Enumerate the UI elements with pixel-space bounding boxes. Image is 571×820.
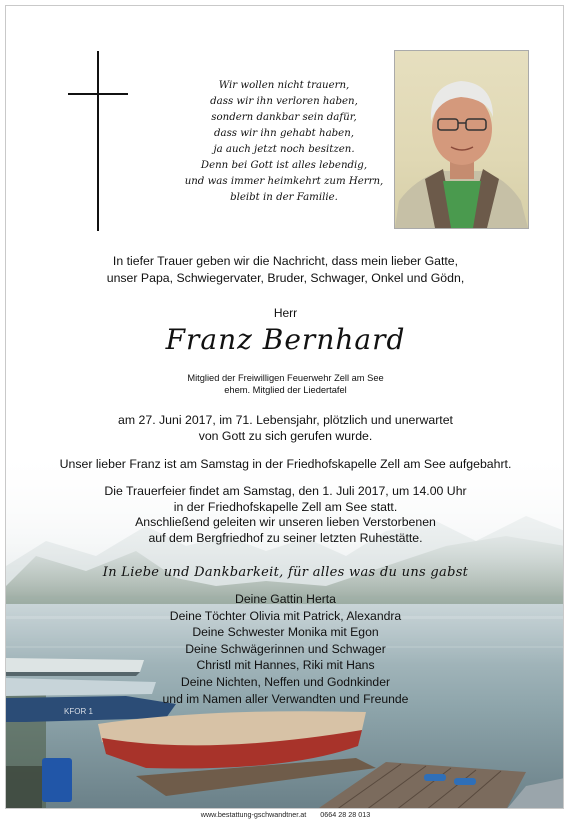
membership-line: Mitglied der Freiwilligen Feuerwehr Zell am See bbox=[187, 373, 384, 383]
cross-icon bbox=[68, 51, 128, 231]
poem-line: bleibt in der Familie. bbox=[230, 192, 338, 203]
ceremony-line: Die Trauerfeier findet am Samstag, den 1. Juli 2017, um 14.00 Uhr bbox=[104, 484, 467, 498]
family-line: und im Namen aller Verwandten und Freunde bbox=[162, 691, 409, 706]
ceremony-text bbox=[6, 484, 564, 546]
family-line: Deine Nichten, Neffen und Godnkinder bbox=[180, 674, 391, 689]
death-notice-line: am 27. Juni 2017, im 71. Lebensjahr, plötzlich und unerwartet bbox=[118, 413, 453, 427]
family-line: Deine Gattin Herta bbox=[235, 592, 336, 606]
salutation: Herr bbox=[273, 306, 298, 320]
poem-line: sondern dankbar sein dafür, bbox=[211, 112, 357, 123]
poem-line: Wir wollen nicht trauern, bbox=[218, 80, 350, 91]
poem-line: ja auch jetzt noch besitzen. bbox=[213, 144, 355, 155]
family-line: Deine Töchter Olivia mit Patrick, Alexandra bbox=[169, 608, 402, 623]
poem-line: dass wir ihn verloren haben, bbox=[210, 96, 358, 107]
family-line: Christl mit Hannes, Riki mit Hans bbox=[196, 658, 375, 673]
ceremony-line: Anschließend geleiten wir unseren lieben Verstorbenen bbox=[135, 515, 436, 529]
obituary-card bbox=[5, 5, 564, 809]
ceremony-line: in der Friedhofskapelle Zell am See statt. bbox=[173, 499, 398, 514]
deceased-name: Franz Bernhard bbox=[165, 323, 406, 356]
family-line: Deine Schwester Monika mit Egon bbox=[192, 625, 379, 640]
footer-website[interactable]: www.bestattung-gschwandtner.at bbox=[200, 810, 307, 819]
portrait-photo bbox=[394, 50, 529, 229]
footer-phone: 0664 28 28 013 bbox=[320, 810, 371, 819]
family-list bbox=[6, 591, 564, 707]
family-line: Deine Schwägerinnen und Schwager bbox=[185, 641, 386, 656]
death-notice-line: von Gott zu sich gerufen wurde. bbox=[198, 428, 373, 443]
laid-out-notice: Unser lieber Franz ist am Samstag in der Friedhofskapelle Zell am See aufgebahrt. bbox=[59, 457, 512, 471]
poem-line: dass wir ihn gehabt haben, bbox=[213, 128, 355, 139]
memberships bbox=[6, 372, 564, 396]
poem-line: und was immer heimkehrt zum Herrn, bbox=[184, 176, 384, 187]
death-notice bbox=[6, 413, 564, 444]
intro-line: In tiefer Trauer geben wir die Nachricht, dass mein lieber Gatte, bbox=[112, 254, 459, 268]
ceremony-line: auf dem Bergfriedhof zu seiner letzten Ruhestätte. bbox=[148, 530, 423, 545]
footer bbox=[0, 810, 571, 819]
intro-line: unser Papa, Schwiegervater, Bruder, Schwager, Onkel und Gödn, bbox=[106, 270, 465, 285]
intro-text bbox=[6, 253, 564, 286]
poem bbox=[174, 78, 394, 206]
poem-line: Denn bei Gott ist alles lebendig, bbox=[200, 160, 368, 171]
thanks-line: In Liebe und Dankbarkeit, für alles was du uns gabst bbox=[102, 565, 469, 580]
membership-line: ehem. Mitglied der Liedertafel bbox=[224, 385, 347, 395]
